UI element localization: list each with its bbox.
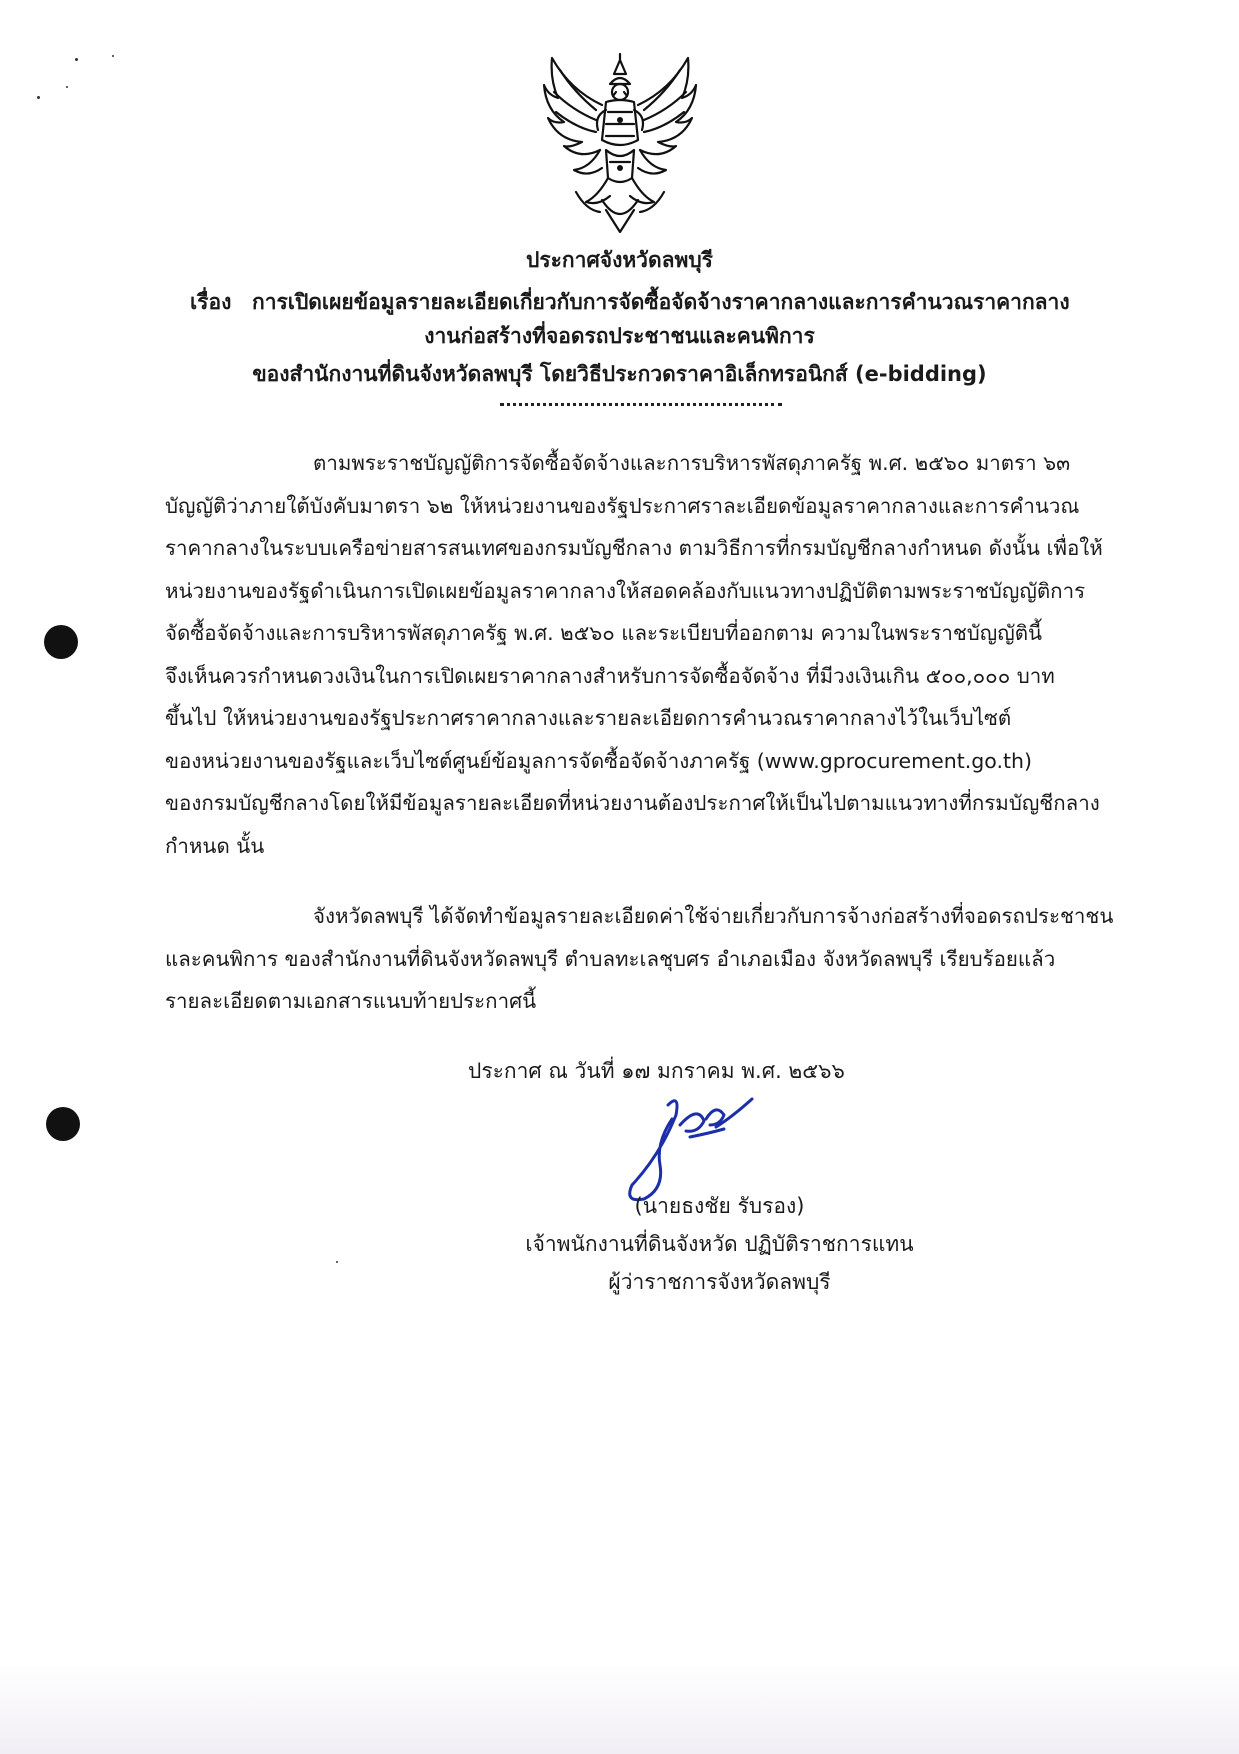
paragraph-line: ตามพระราชบัญญัติการจัดซื้อจัดจ้างและการบริหารพัสดุภาครัฐ พ.ศ. ๒๕๖๐ มาตรา ๖๓ bbox=[313, 451, 1071, 475]
signer-position: เจ้าพนักงานที่ดินจังหวัด ปฏิบัติราชการแทน bbox=[525, 1232, 914, 1256]
signature-block bbox=[100, 1187, 1239, 1301]
scan-speck bbox=[75, 58, 78, 61]
scan-speck bbox=[112, 55, 114, 57]
signer-name: (นายธงชัย รับรอง) bbox=[634, 1194, 805, 1218]
punch-hole-bottom bbox=[46, 1107, 80, 1141]
paragraph-line: หน่วยงานของรัฐดำเนินการเปิดเผยข้อมูลราคากลางให้สอดคล้องกับแนวทางปฏิบัติตามพระราชบัญญัติการ bbox=[165, 578, 1086, 603]
subject-label: เรื่อง bbox=[190, 290, 232, 314]
body-paragraph-1 bbox=[165, 442, 1115, 867]
paragraph-line: กำหนด นั้น bbox=[165, 833, 265, 858]
body-paragraph-2 bbox=[165, 895, 1115, 1023]
paragraph-line: บัญญัติว่าภายใต้บังคับมาตรา ๖๒ ให้หน่วยงานของรัฐประกาศราละเอียดข้อมูลราคากลางและการคำนวณ bbox=[165, 493, 1080, 518]
dotted-separator bbox=[500, 403, 782, 410]
scan-speck bbox=[37, 96, 40, 99]
document-title: ประกาศจังหวัดลพบุรี bbox=[526, 248, 713, 272]
paragraph-line: ของกรมบัญชีกลางโดยให้มีข้อมูลรายละเอียดที่หน่วยงานต้องประกาศให้เป็นไปตามแนวทางที่กรมบัญชีกลาง bbox=[165, 791, 1100, 815]
paragraph-line: และคนพิการ ของสำนักงานที่ดินจังหวัดลพบุรี ตำบลทะเลชุบศร อำเภอเมือง จังหวัดลพบุรี เรียบร้อยแล้ว bbox=[165, 946, 1056, 971]
subject-line-2: งานก่อสร้างที่จอดรถประชาชนและคนพิการ bbox=[424, 324, 815, 348]
punch-hole-top bbox=[44, 625, 78, 659]
paragraph-line: ขึ้นไป ให้หน่วยงานของรัฐประกาศราคากลางและรายละเอียดการคำนวณราคากลางไว้ในเว็บไซต์ bbox=[165, 706, 1012, 730]
paragraph-line: รายละเอียดตามเอกสารแนบท้ายประกาศนี้ bbox=[165, 989, 537, 1013]
subject-line-3: ของสำนักงานที่ดินจังหวัดลพบุรี โดยวิธีประกวดราคาอิเล็กทรอนิกส์ (e-bidding) bbox=[252, 362, 987, 386]
paragraph-line: ของหน่วยงานของรัฐและเว็บไซต์ศูนย์ข้อมูลการจัดซื้อจัดจ้างภาครัฐ (www.gprocurement.go.th) bbox=[165, 748, 1032, 773]
scan-shadow bbox=[0, 1664, 1239, 1754]
signer-title: ผู้ว่าราชการจังหวัดลพบุรี bbox=[608, 1270, 831, 1294]
garuda-emblem-icon bbox=[540, 50, 700, 235]
subject-text-1: การเปิดเผยข้อมูลรายละเอียดเกี่ยวกับการจัดซื้อจัดจ้างราคากลางและการคำนวณราคากลาง bbox=[252, 290, 1070, 314]
subject-line-1 bbox=[190, 287, 1090, 317]
paragraph-line: ราคากลางในระบบเครือข่ายสารสนเทศของกรมบัญชีกลาง ตามวิธีการที่กรมบัญชีกลางกำหนด ดังนั้น เพื่อให้ bbox=[165, 536, 1103, 560]
announcement-date: ประกาศ ณ วันที่ ๑๗ มกราคม พ.ศ. ๒๕๖๖ bbox=[468, 1059, 845, 1083]
paragraph-line: จัดซื้อจัดจ้างและการบริหารพัสดุภาครัฐ พ.ศ. ๒๕๖๐ และระเบียบที่ออกตาม ความในพระราชบัญญัตินี้ bbox=[165, 621, 1043, 645]
paragraph-line: จึงเห็นควรกำหนดวงเงินในการเปิดเผยราคากลางสำหรับการจัดซื้อจัดจ้าง ที่มีวงเงินเกิน ๕๐๐,๐๐๐ บาท bbox=[165, 663, 1055, 688]
paragraph-line: จังหวัดลพบุรี ได้จัดทำข้อมูลรายละเอียดค่าใช้จ่ายเกี่ยวกับการจ้างก่อสร้างที่จอดรถประชาชน bbox=[313, 904, 1114, 928]
scan-speck bbox=[66, 86, 68, 88]
